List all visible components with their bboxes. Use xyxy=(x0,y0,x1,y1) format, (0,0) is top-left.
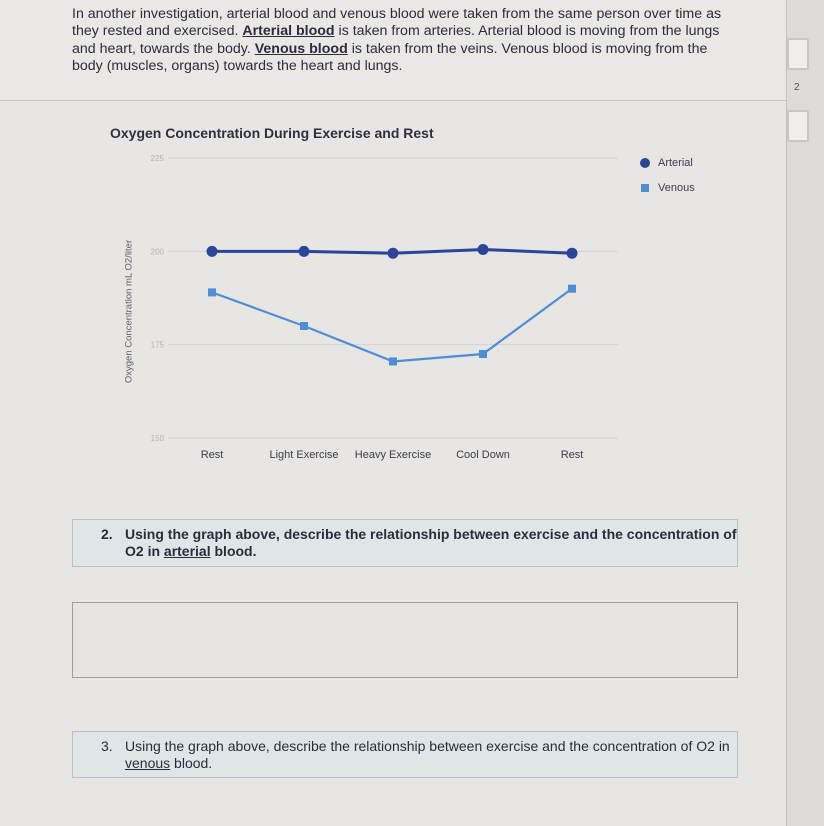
question-3-text xyxy=(73,732,737,771)
margin-checkbox-1[interactable] xyxy=(787,38,809,70)
y-tick-label: 175 xyxy=(150,340,164,350)
question-3-prompt: Using the graph above, describe the relationship between exercise and the concentration of O2 in xyxy=(125,738,730,754)
arterial-marker-icon xyxy=(640,158,650,168)
data-point-arterial xyxy=(207,246,218,257)
series-line-venous xyxy=(212,289,572,362)
y-tick-label: 200 xyxy=(150,247,164,257)
question-2-box xyxy=(72,519,738,567)
question-2-prompt: Using the graph above, describe the relationship between exercise and the concentration of O2 in xyxy=(125,526,737,559)
data-point-arterial xyxy=(567,248,578,259)
legend-item-venous xyxy=(640,175,695,200)
legend-label-arterial: Arterial xyxy=(658,156,693,169)
x-tick-label: Heavy Exercise xyxy=(354,449,432,461)
data-point-arterial xyxy=(388,248,399,259)
legend-label-venous: Venous xyxy=(658,181,695,194)
question-2-answer-field[interactable] xyxy=(72,602,738,678)
x-tick-label: Rest xyxy=(200,449,224,461)
question-2-term: arterial xyxy=(163,542,211,559)
margin-checkbox-2[interactable] xyxy=(787,110,809,142)
intro-text-2: is taken from arteries. Arterial blood is moving from the lungs and heart, towards the body. xyxy=(72,23,720,57)
arterial-blood-term: Arterial blood xyxy=(242,23,335,40)
x-tick-label: Cool Down xyxy=(456,449,510,461)
question-3-box xyxy=(72,731,738,778)
intro-text-1: In another investigation, arterial blood and venous blood were taken from the same person over time as they rested and exercised. xyxy=(72,6,722,40)
venous-marker-icon xyxy=(641,184,649,192)
chart-legend xyxy=(640,150,695,200)
question-2-end: blood. xyxy=(214,542,257,559)
question-3-number: 3. xyxy=(101,738,113,754)
question-3-term: venous xyxy=(125,754,171,771)
legend-item-arterial xyxy=(640,150,695,175)
y-tick-label: 225 xyxy=(150,154,164,163)
page-marker: 2 xyxy=(794,82,800,93)
data-point-venous xyxy=(300,322,308,330)
data-point-arterial xyxy=(478,244,489,255)
question-3-end: blood. xyxy=(174,754,213,771)
data-point-venous xyxy=(389,357,397,365)
question-2-text xyxy=(73,520,737,559)
venous-blood-term: Venous blood xyxy=(254,40,348,57)
data-point-venous xyxy=(479,350,487,358)
x-tick-label: Rest xyxy=(560,449,584,461)
intro-text-3: is taken from the veins. Venous blood is moving from the body (muscles, organs) towards the heart and lungs. xyxy=(72,40,708,75)
data-point-arterial xyxy=(299,246,310,257)
data-point-venous xyxy=(568,285,576,293)
x-tick-label: Light Exercise xyxy=(269,449,339,461)
y-tick-label: 150 xyxy=(150,434,164,443)
question-2-number: 2. xyxy=(101,526,113,542)
data-point-venous xyxy=(208,288,216,296)
y-axis-label: Oxygen Concentration mL O2/liter xyxy=(123,239,135,384)
chart-title: Oxygen Concentration During Exercise and Rest xyxy=(110,125,434,141)
